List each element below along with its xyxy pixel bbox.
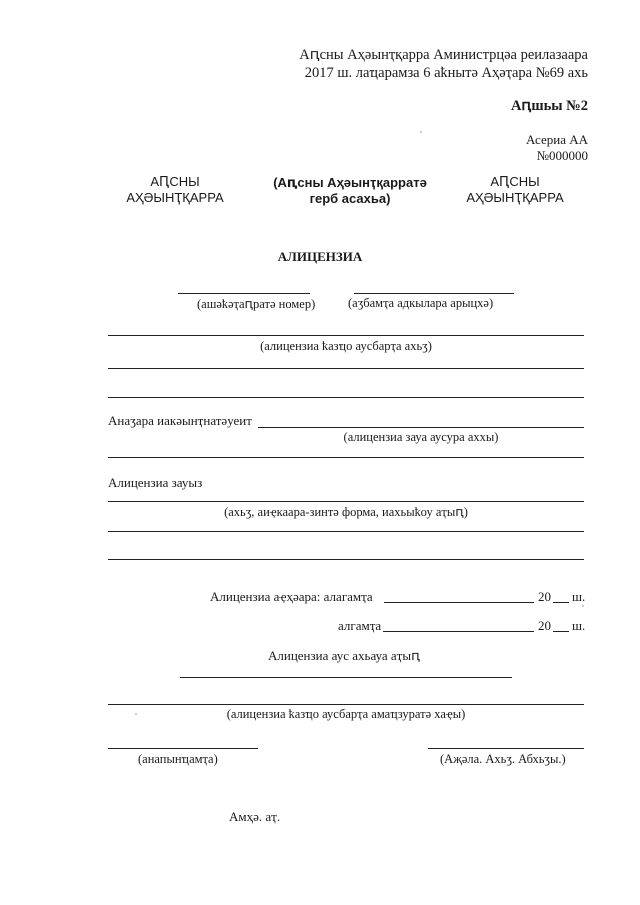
signer-line [108, 704, 584, 705]
authority-line [108, 335, 584, 336]
emblem-right-text [445, 174, 585, 206]
validity-end-year-prefix: 20 [538, 618, 551, 633]
emblem-right-line-2: АҲӘЫНҬҚАРРА [466, 190, 564, 205]
licensee-label: Алицензиа зауыз [108, 475, 203, 490]
document-title: АЛИЦЕНЗИА [277, 249, 363, 264]
coat-of-arms-line-2: герб асахьа) [309, 191, 391, 206]
reg-number-line [178, 293, 310, 294]
licensee-line [108, 501, 584, 502]
holder-label: Анаӡара иакәынҭнатәуеит [108, 413, 252, 428]
decision-date-line [354, 293, 514, 294]
initials-caption: (Аҗәла. Ахьӡ. Абхьӡы.) [440, 752, 566, 766]
signer-caption: (алицензиа ҟазҵо аусбарҭа амаҵзуратә хаҿы) [226, 707, 466, 721]
emblem-left-text [105, 174, 245, 206]
authority-line-3 [108, 397, 584, 398]
reg-number-caption: (ашәҟәҭаԥратә номер) [197, 297, 316, 311]
holder-caption: (алицензиа зауа аусура аххы) [343, 430, 499, 444]
validity-end-year-line [553, 631, 569, 632]
scan-speck [135, 713, 137, 715]
authority-line-2 [108, 368, 584, 369]
validity-start-year-prefix: 20 [538, 589, 551, 604]
activity-place-label: Алицензиа аус ахьауа аҭыԥ [268, 648, 420, 663]
holder-line [258, 427, 584, 428]
signature-line [108, 748, 258, 749]
series-number: №000000 [536, 148, 588, 163]
decision-date-caption: (аӡбамҭа адкылара арыцхә) [348, 296, 494, 310]
signature-caption: (анапынҵамҭа) [138, 752, 218, 766]
emblem-right-line-1: АԤСНЫ [490, 174, 540, 189]
coat-of-arms-line-1: (Аԥсны Аҳәынҭқарратә [273, 175, 427, 190]
validity-start-year-suffix: ш. [572, 589, 586, 604]
header-line-2: 2017 ш. лаҵарамза 6 аҟнытә Аҳәҭара №69 ахь [304, 65, 588, 81]
holder-line-2 [108, 457, 584, 458]
emblem-left-line-2: АҲӘЫНҬҚАРРА [126, 190, 224, 205]
header-line-1: Аԥсны Аҳәынҭқарра Аминистрцәа реилазаара [299, 47, 588, 63]
appendix-label: Аԥшьы №2 [510, 98, 588, 114]
stamp-label: Амҳә. аҭ. [229, 809, 281, 824]
coat-of-arms-placeholder [255, 175, 445, 207]
licensee-line-2 [108, 531, 584, 532]
scan-speck [420, 131, 422, 133]
initials-line [428, 748, 584, 749]
validity-start-year-line [553, 602, 569, 603]
emblem-left-line-1: АԤСНЫ [150, 174, 200, 189]
licensee-line-3 [108, 559, 584, 560]
validity-label: Алицензиа аҿҳәара: алагамҭа [210, 589, 373, 604]
licensee-caption: (ахьӡ, аиҿкаара-зинтә форма, иахьыҟоу аҭыԥ) [224, 505, 468, 519]
validity-start-line [384, 602, 534, 603]
activity-place-line [180, 677, 512, 678]
series-label: Асериа АА [525, 132, 588, 147]
authority-caption: (алицензиа ҟазҵо аусбарҭа ахьӡ) [260, 339, 432, 353]
validity-end-line [383, 631, 534, 632]
validity-end-label: алгамҭа [338, 618, 382, 633]
validity-end-year-suffix: ш. [572, 618, 586, 633]
scan-speck [582, 605, 584, 607]
